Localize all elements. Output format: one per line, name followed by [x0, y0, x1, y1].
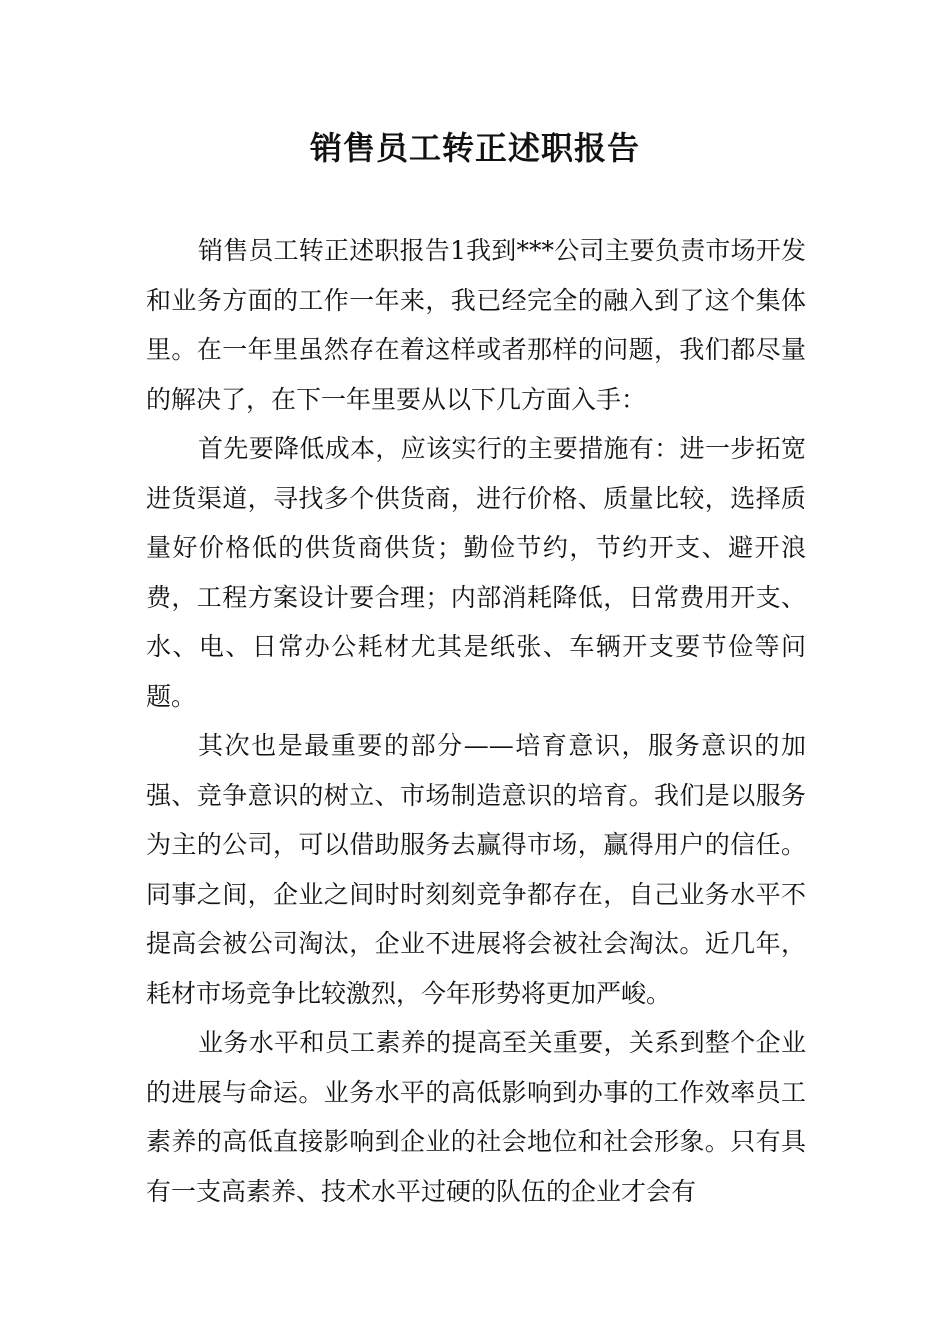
document-title: 销售员工转正述职报告: [309, 129, 640, 167]
paragraph-intro: 销售员工转正述职报告1我到***公司主要负责市场开发和业务方面的工作一年来，我已经完全的融入到了这个集体里。在一年里虽然存在着这样或者那样的问题，我们都尽量的解决了，在下一年里要从以下几方面入手：: [146, 236, 806, 414]
paragraph-staff-quality: 业务水平和员工素养的提高至关重要，关系到整个企业的进展与命运。业务水平的高低影响到办事的工作效率员工素养的高低直接影响到企业的社会地位和社会形象。只有具有一支高素养、技术水平过硬的队伍的企业才会有: [146, 1028, 806, 1206]
paragraph-reduce-cost: 首先要降低成本，应该实行的主要措施有：进一步拓宽进货渠道，寻找多个供货商，进行价格、质量比较，选择质量好价格低的供货商供货；勤俭节约，节约开支、避开浪费，工程方案设计要合理；内部消耗降低，日常费用开支、水、电、日常办公耗材尤其是纸张、车辆开支要节俭等问题。: [146, 434, 806, 711]
paragraph-service-awareness: 其次也是最重要的部分——培育意识，服务意识的加强、竞争意识的树立、市场制造意识的培育。我们是以服务为主的公司，可以借助服务去赢得市场，赢得用户的信任。同事之间，企业之间时时刻刻竞争都存在，自己业务水平不提高会被公司淘汰，企业不进展将会被社会淘汰。近几年，耗材市场竞争比较激烈，今年形势将更加严峻。: [146, 731, 806, 1008]
document-body: [146, 226, 806, 1216]
